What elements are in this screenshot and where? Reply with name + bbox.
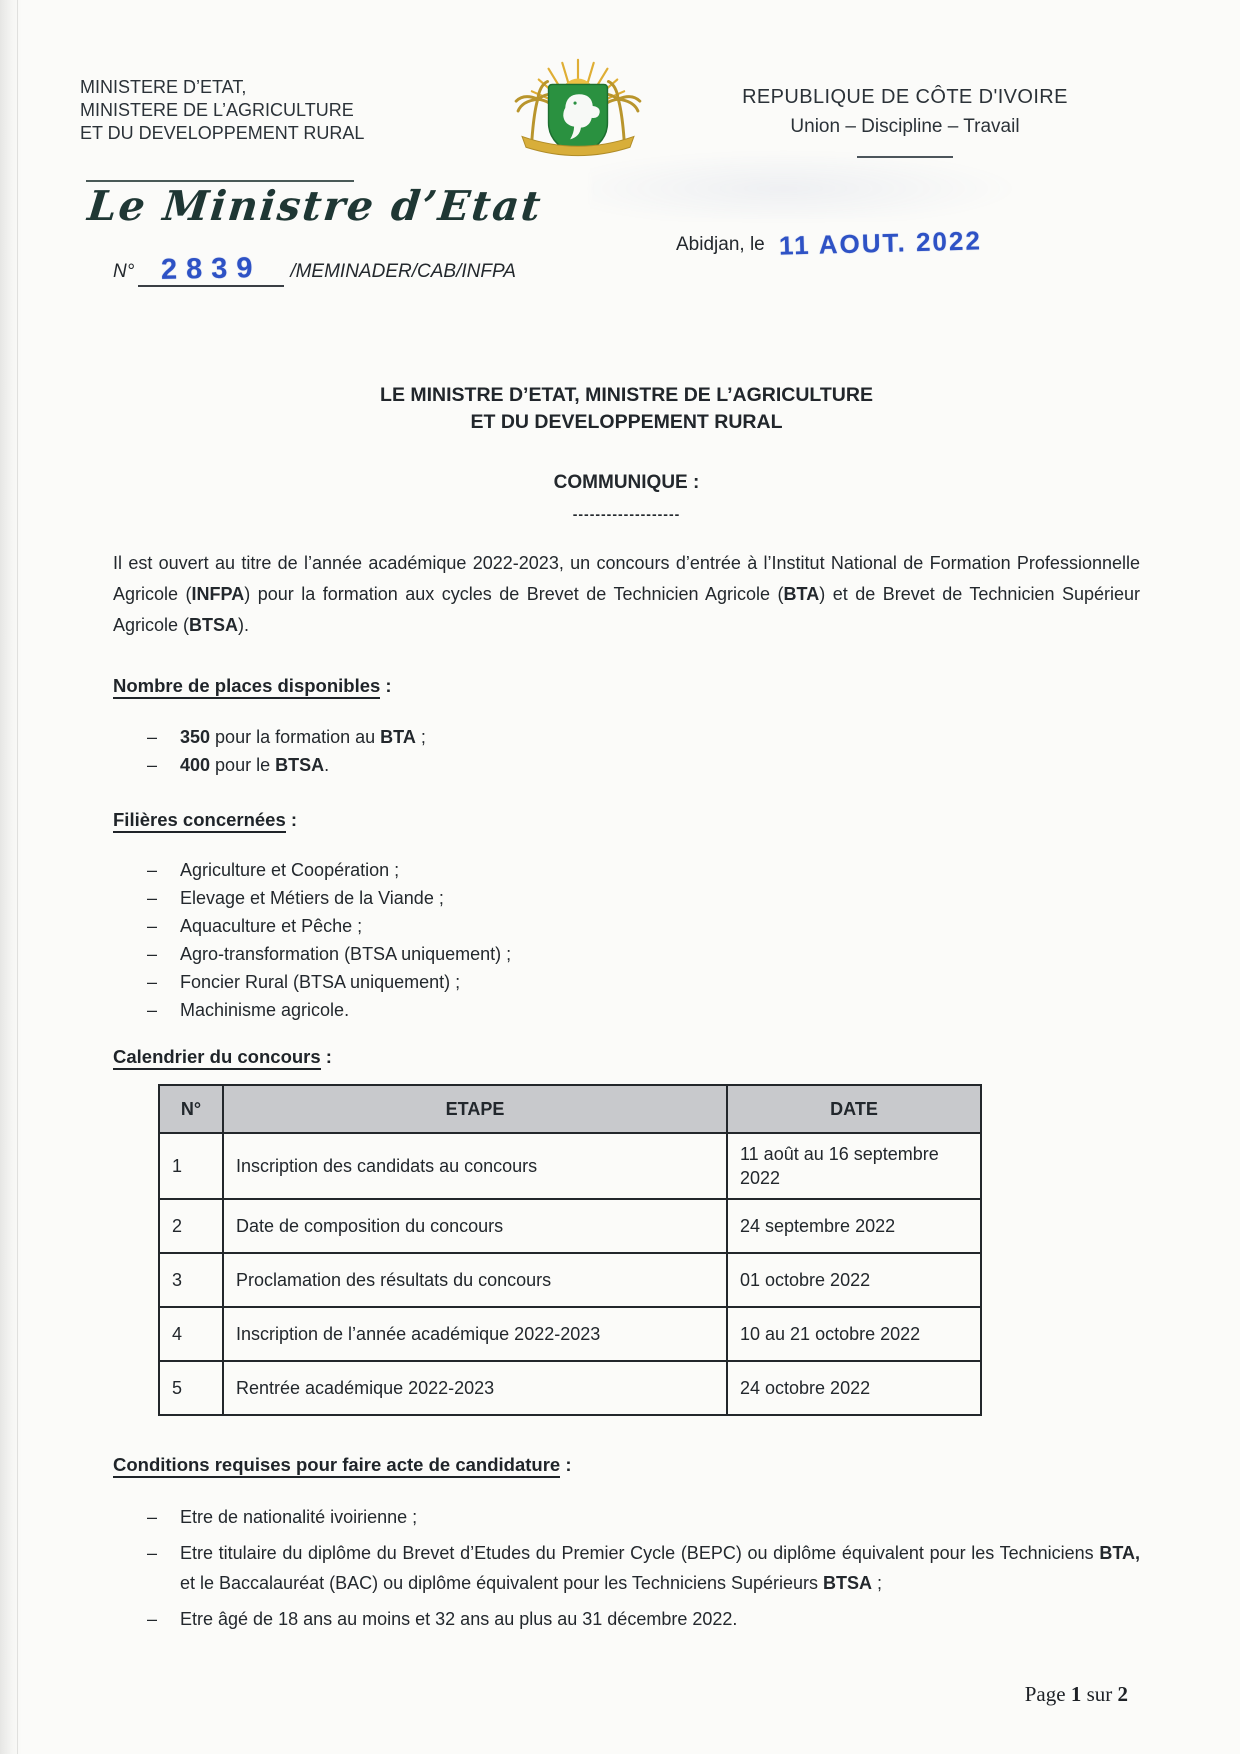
list-item xyxy=(147,1604,1140,1634)
document-body xyxy=(113,382,1140,1640)
communique-rule: ------------------- xyxy=(572,506,681,522)
section-heading-filieres xyxy=(113,809,1140,831)
list-item-text: Etre âgé de 18 ans au moins et 32 ans au plus au 31 décembre 2022. xyxy=(180,1609,738,1629)
ref-prefix: N° xyxy=(113,261,135,282)
heading-colon: : xyxy=(285,809,298,830)
list-item-text: Foncier Rural (BTSA uniquement) ; xyxy=(180,972,461,992)
heading-colon: : xyxy=(560,1454,572,1475)
ministry-line: ET DU DEVELOPPEMENT RURAL xyxy=(80,123,365,143)
dash-bullet: – xyxy=(147,755,158,775)
list-item-text: Aquaculture et Pêche ; xyxy=(180,916,363,936)
filieres-list xyxy=(147,856,1140,1024)
republic-title: REPUBLIQUE DE CÔTE D'IVOIRE xyxy=(742,86,1068,108)
heading-text: Filières concernées xyxy=(113,809,286,833)
table-row xyxy=(159,1253,981,1307)
list-item-text: Machinisme agricole. xyxy=(180,1000,350,1020)
list-item xyxy=(147,996,1140,1024)
dash-bullet: – xyxy=(147,888,158,908)
col-header-date: DATE xyxy=(727,1085,981,1133)
col-header-numero: N° xyxy=(159,1085,223,1133)
heading-text: Nombre de places disponibles xyxy=(113,675,380,699)
table-row xyxy=(159,1361,981,1415)
document-title xyxy=(113,382,1140,436)
dash-bullet: – xyxy=(147,944,158,964)
ref-underline xyxy=(138,252,284,287)
cell-date: 24 septembre 2022 xyxy=(727,1199,981,1253)
section-heading-places xyxy=(113,675,1140,697)
dash-bullet: – xyxy=(147,1543,158,1563)
page-number-footer: Page 1 sur 2 xyxy=(1024,1682,1128,1706)
cell-etape: Proclamation des résultats du concours xyxy=(223,1253,727,1307)
cell-etape: Inscription des candidats au concours xyxy=(223,1133,727,1199)
place-date-label: Abidjan, le xyxy=(676,234,765,255)
heading-colon: : xyxy=(380,675,392,696)
heading-text: Calendrier du concours xyxy=(113,1046,321,1070)
list-item xyxy=(147,1538,1140,1598)
heading-colon: : xyxy=(320,1046,332,1067)
section-heading-conditions xyxy=(113,1454,1140,1476)
cell-numero: 2 xyxy=(159,1199,223,1253)
dash-bullet: – xyxy=(147,972,158,992)
dash-bullet: – xyxy=(147,860,158,880)
minister-script-title: Le Ministre d’Etat xyxy=(85,182,545,230)
reference-number-line xyxy=(113,252,516,287)
table-row xyxy=(159,1199,981,1253)
cote-divoire-coat-of-arms-icon xyxy=(494,54,662,162)
list-item xyxy=(147,968,1140,996)
calendar-table xyxy=(158,1084,982,1416)
republic-block xyxy=(700,86,1110,158)
col-header-etape: ETAPE xyxy=(223,1085,727,1133)
communique-label: COMMUNIQUE : xyxy=(553,472,700,493)
table-row xyxy=(159,1307,981,1361)
cell-date: 24 octobre 2022 xyxy=(727,1361,981,1415)
conditions-list xyxy=(147,1502,1140,1634)
intro-paragraph: Il est ouvert au titre de l’année académique 2022-2023, un concours d’entrée à l’Institut National de Formation Professionnelle Agricole (INFPA) pour la formation aux cycles de Brevet de Technicien Agricole (BTA) et de Brevet de Technicien Supérieur Agricole (BTSA). xyxy=(113,553,1140,635)
list-item xyxy=(147,723,1140,751)
cell-numero: 4 xyxy=(159,1307,223,1361)
section-heading-calendrier xyxy=(113,1046,1140,1068)
table-row xyxy=(159,1133,981,1199)
heading-text: Conditions requises pour faire acte de candidature xyxy=(113,1454,560,1478)
list-item xyxy=(147,751,1140,779)
date-stamp: 11 AOUT. 2022 xyxy=(778,225,982,261)
scan-edge-line xyxy=(17,0,18,1754)
cell-numero: 1 xyxy=(159,1133,223,1199)
ref-number-stamp: 2839 xyxy=(160,252,262,286)
dash-bullet: – xyxy=(147,1507,158,1527)
list-item-text: Etre titulaire du diplôme du Brevet d’Etudes du Premier Cycle (BEPC) ou diplôme équivalent pour les Techniciens BTA, et le Baccalauréat (BAC) ou diplôme équivalent pour les Techniciens Supérieurs BTSA ; xyxy=(180,1543,1140,1593)
document-title-line2: ET DU DEVELOPPEMENT RURAL xyxy=(470,411,783,433)
places-list xyxy=(147,723,1140,779)
ministry-line: MINISTERE D’ETAT, xyxy=(80,77,247,97)
national-motto: Union – Discipline – Travail xyxy=(790,116,1020,137)
dash-bullet: – xyxy=(147,1609,158,1629)
list-item-text: Agriculture et Coopération ; xyxy=(180,860,400,880)
ref-suffix: /MEMINADER/CAB/INFPA xyxy=(290,261,516,282)
list-item-text: Elevage et Métiers de la Viande ; xyxy=(180,888,444,908)
list-item-text: Agro-transformation (BTSA uniquement) ; xyxy=(180,944,512,964)
cell-date: 01 octobre 2022 xyxy=(727,1253,981,1307)
cell-etape: Date de composition du concours xyxy=(223,1199,727,1253)
dash-bullet: – xyxy=(147,727,158,747)
cell-numero: 5 xyxy=(159,1361,223,1415)
cell-etape: Inscription de l’année académique 2022-2023 xyxy=(223,1307,727,1361)
list-item xyxy=(147,884,1140,912)
ministry-block xyxy=(80,76,364,145)
cell-date: 11 août au 16 septembre 2022 xyxy=(727,1133,981,1199)
list-item xyxy=(147,912,1140,940)
list-item-text: 350 pour la formation au BTA ; xyxy=(180,727,426,747)
list-item xyxy=(147,856,1140,884)
table-header-row xyxy=(159,1085,981,1133)
list-item-text: Etre de nationalité ivoirienne ; xyxy=(180,1507,418,1527)
ministry-line: MINISTERE DE L’AGRICULTURE xyxy=(80,100,354,120)
cell-date: 10 au 21 octobre 2022 xyxy=(727,1307,981,1361)
scan-edge-shadow xyxy=(0,0,22,1754)
place-date-line xyxy=(676,225,982,261)
cell-numero: 3 xyxy=(159,1253,223,1307)
list-item-text: 400 pour le BTSA. xyxy=(180,755,330,775)
cell-etape: Rentrée académique 2022-2023 xyxy=(223,1361,727,1415)
list-item xyxy=(147,1502,1140,1532)
motto-divider xyxy=(857,156,953,158)
list-item xyxy=(147,940,1140,968)
document-title-line1: LE MINISTRE D’ETAT, MINISTRE DE L’AGRICULTURE xyxy=(380,384,873,406)
dash-bullet: – xyxy=(147,916,158,936)
dash-bullet: – xyxy=(147,1000,158,1020)
